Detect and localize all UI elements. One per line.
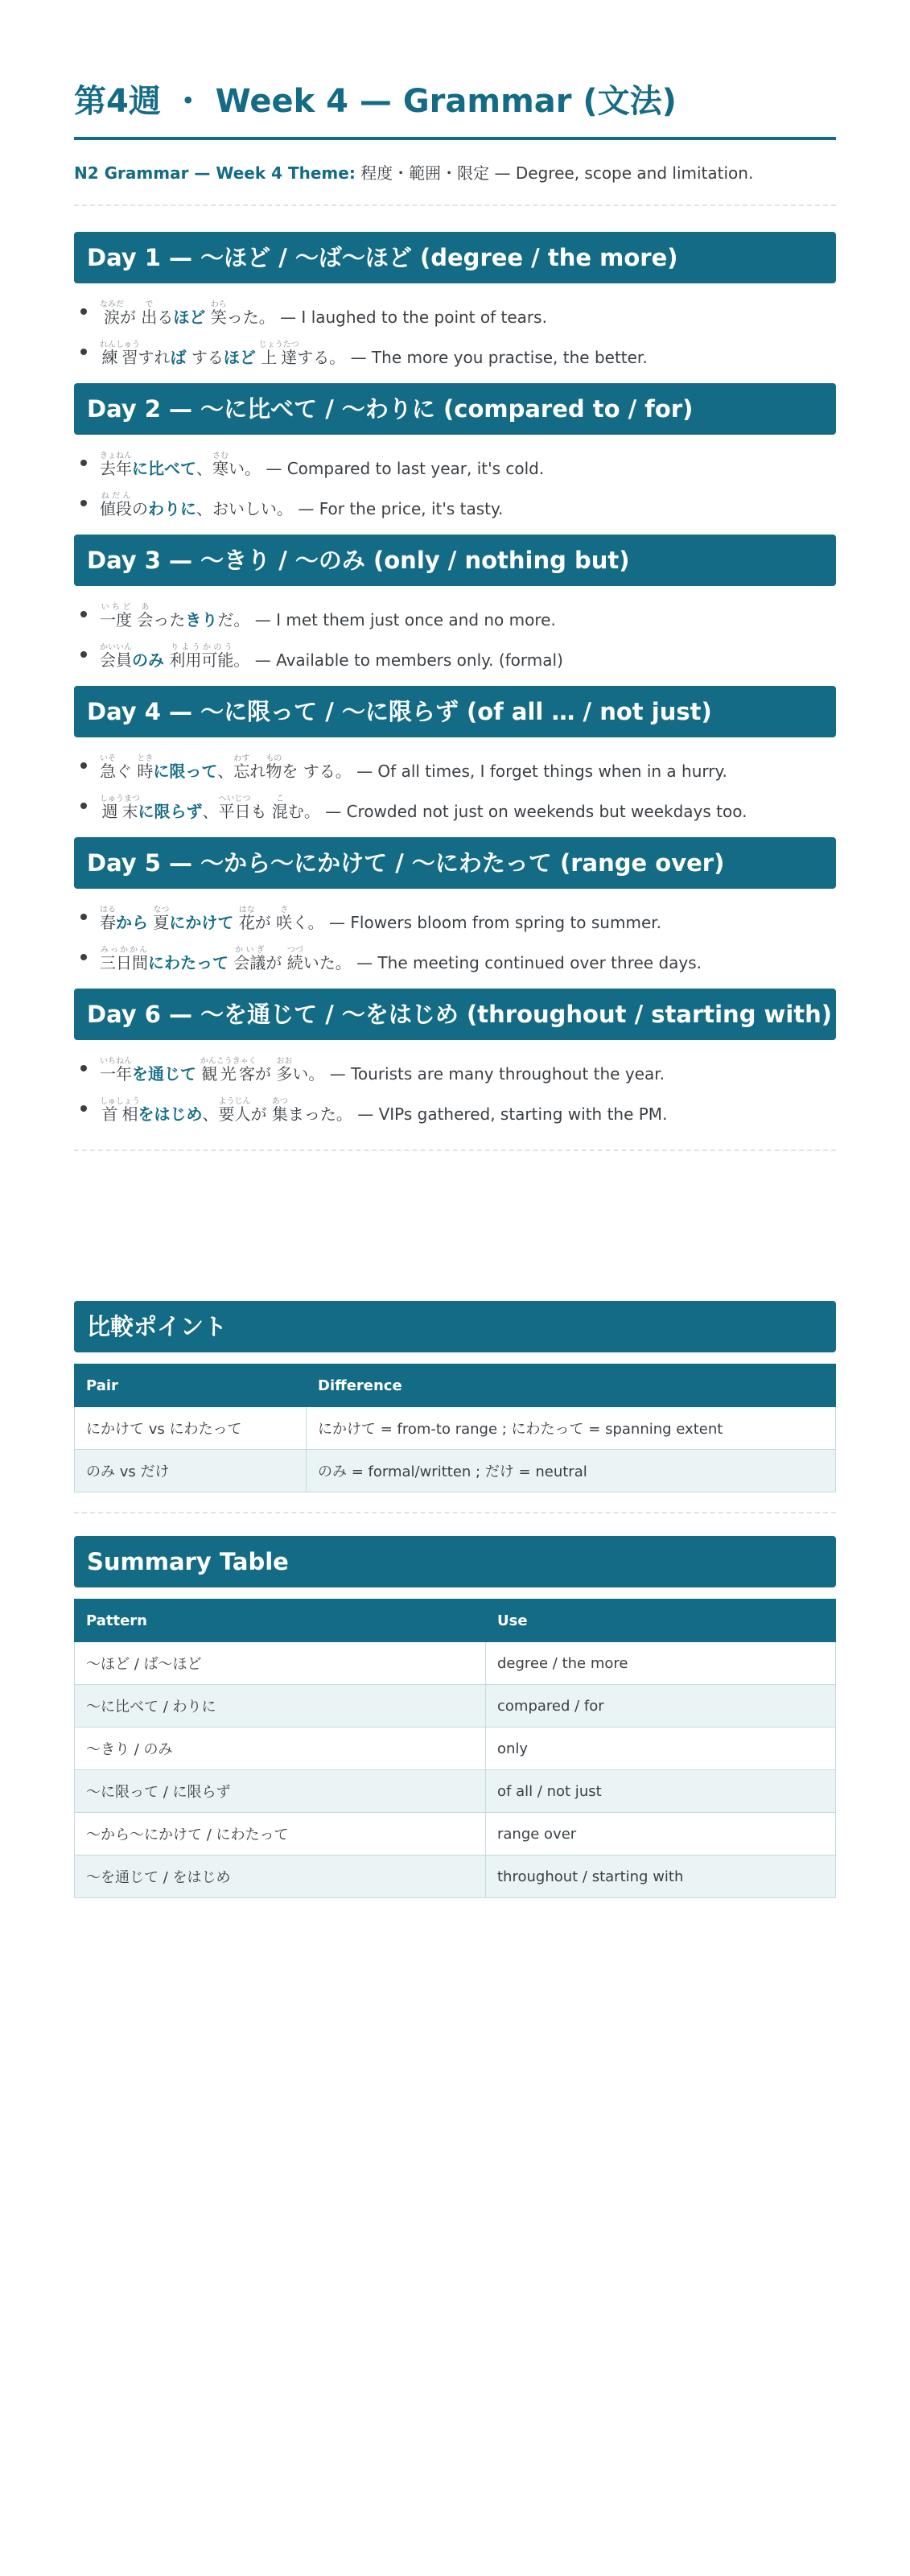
grammar-point: ほど bbox=[223, 348, 256, 367]
bullet-icon bbox=[80, 803, 87, 809]
use-cell: of all / not just bbox=[486, 1770, 836, 1813]
furigana-reading: さ bbox=[276, 906, 293, 914]
furigana-reading: いちど bbox=[100, 603, 132, 612]
pattern-cell: 〜ほど / ば〜ほど bbox=[75, 1642, 486, 1685]
kanji-text: 春 bbox=[100, 913, 116, 932]
sentence-text: 、 bbox=[196, 459, 212, 478]
furigana-reading: はる bbox=[100, 906, 116, 914]
page-title: 第4週 ・ Week 4 — Grammar (文法) bbox=[74, 83, 677, 120]
furigana-reading: わす bbox=[233, 754, 250, 763]
grammar-point: きり bbox=[185, 610, 218, 630]
comparison-body bbox=[75, 1407, 836, 1492]
furigana-reading: こ bbox=[271, 795, 288, 803]
sentence-text: った。 bbox=[226, 308, 275, 327]
example-item bbox=[74, 283, 836, 327]
sentence-text: く。 bbox=[292, 913, 324, 932]
theme-text: 程度・範囲・限定 — Degree, scope and limitation. bbox=[355, 163, 754, 183]
use-cell: range over bbox=[486, 1813, 836, 1856]
sentence-text: の bbox=[132, 499, 148, 518]
pattern-cell: 〜に限って / に限らず bbox=[75, 1770, 486, 1813]
section-divider bbox=[74, 204, 836, 206]
pattern-cell: 〜から〜にかけて / にわたって bbox=[75, 1813, 486, 1856]
table-row bbox=[75, 1450, 836, 1492]
day-section bbox=[74, 535, 836, 670]
grammar-point: にかけて bbox=[169, 913, 234, 932]
summary-body bbox=[75, 1642, 836, 1898]
sentence-text: だ。 bbox=[217, 610, 250, 630]
column-header-difference: Difference bbox=[307, 1364, 836, 1407]
kanji-with-furigana bbox=[218, 1097, 251, 1124]
english-translation: — I met them just once and no more. bbox=[249, 610, 556, 630]
table-row bbox=[75, 1642, 836, 1685]
day-header: Day 2 — 〜に比べて / 〜わりに (compared to / for) bbox=[74, 383, 836, 435]
pattern-cell: 〜を通じて / をはじめ bbox=[75, 1856, 486, 1898]
kanji-with-furigana bbox=[100, 946, 148, 972]
furigana-reading: あ bbox=[137, 603, 154, 612]
theme-line bbox=[74, 161, 836, 185]
bullet-icon bbox=[80, 954, 87, 960]
day-header: Day 6 — 〜を通じて / 〜をはじめ (throughout / starting with) bbox=[74, 989, 836, 1040]
comparison-table bbox=[74, 1364, 836, 1492]
kanji-text: 混 bbox=[271, 802, 288, 821]
grammar-point: に限らず bbox=[138, 802, 203, 821]
bullet-icon bbox=[80, 460, 87, 466]
kanji-text: 要人 bbox=[218, 1104, 251, 1124]
theme-prefix: N2 Grammar — Week 4 Theme: bbox=[74, 163, 356, 183]
example-item bbox=[74, 626, 836, 670]
sentence-text: る bbox=[157, 308, 174, 327]
kanji-text: 上達 bbox=[258, 348, 299, 367]
grammar-point: ば bbox=[170, 348, 187, 367]
kanji-with-furigana bbox=[286, 946, 303, 972]
kanji-text: 時 bbox=[137, 762, 154, 781]
english-translation: — I laughed to the point of tears. bbox=[274, 308, 547, 327]
day-header: Day 3 — 〜きり / 〜のみ (only / nothing but) bbox=[74, 535, 836, 586]
use-cell: only bbox=[486, 1728, 836, 1770]
example-sentence bbox=[100, 341, 648, 369]
grammar-point: を通じて bbox=[132, 1064, 196, 1084]
example-item bbox=[74, 435, 836, 478]
column-header-use: Use bbox=[486, 1600, 836, 1642]
furigana-reading: つづ bbox=[286, 946, 303, 955]
english-translation: — Of all times, I forget things when in a hurry. bbox=[351, 762, 727, 781]
use-cell: degree / the more bbox=[486, 1642, 836, 1685]
bullet-icon bbox=[80, 500, 87, 506]
kanji-text: 利用可能 bbox=[169, 650, 234, 670]
example-sentence bbox=[100, 492, 503, 521]
furigana-reading: はな bbox=[238, 906, 255, 914]
section-divider bbox=[74, 1512, 836, 1513]
sentence-text: が bbox=[255, 1064, 277, 1084]
comparison-header: 比較ポイント bbox=[74, 1301, 836, 1352]
example-item bbox=[74, 737, 836, 781]
table-header-row bbox=[75, 1600, 836, 1642]
english-translation: — Compared to last year, it's cold. bbox=[261, 459, 545, 478]
furigana-reading: しゅうまつ bbox=[100, 795, 140, 803]
furigana-reading: なみだ bbox=[100, 300, 124, 309]
furigana-reading: とき bbox=[137, 754, 154, 763]
kanji-text: 多 bbox=[276, 1064, 293, 1084]
kanji-text: 寒 bbox=[212, 459, 229, 478]
furigana-reading: ようじん bbox=[218, 1097, 251, 1106]
kanji-text: 会議 bbox=[233, 953, 266, 972]
grammar-point: をはじめ bbox=[138, 1104, 203, 1124]
pair-cell: にかけて vs にわたって bbox=[75, 1407, 307, 1450]
sentence-text: 、おいしい。 bbox=[196, 499, 293, 518]
example-sentence bbox=[100, 643, 563, 672]
example-list bbox=[74, 283, 836, 367]
kanji-with-furigana bbox=[100, 795, 140, 821]
grammar-point: ほど bbox=[173, 308, 206, 327]
sentence-text: いた。 bbox=[303, 953, 352, 972]
example-sentence bbox=[100, 795, 747, 824]
furigana-reading: かいぎ bbox=[233, 946, 266, 955]
english-translation: — Crowded not just on weekends but weekdays too. bbox=[319, 802, 747, 821]
title-divider bbox=[74, 137, 836, 140]
kanji-text: 週末 bbox=[100, 802, 140, 821]
pattern-cell: 〜に比べて / わりに bbox=[75, 1685, 486, 1728]
furigana-reading: きょねん bbox=[100, 452, 132, 460]
example-item bbox=[74, 889, 836, 932]
sentence-text: まった。 bbox=[287, 1104, 352, 1124]
kanji-text: 一年 bbox=[100, 1064, 132, 1084]
furigana-reading: おお bbox=[276, 1057, 293, 1066]
example-item bbox=[74, 1080, 836, 1124]
sentence-text: が bbox=[266, 953, 287, 972]
sentence-text: 、 bbox=[202, 1104, 219, 1124]
furigana-reading: あつ bbox=[271, 1097, 288, 1106]
kanji-text: 夏 bbox=[153, 913, 170, 932]
difference-cell: にかけて = from-to range ; にわたって = spanning extent bbox=[307, 1407, 836, 1450]
kanji-text: 咲 bbox=[276, 913, 293, 932]
example-item bbox=[74, 475, 836, 518]
furigana-reading: しゅしょう bbox=[100, 1097, 140, 1106]
english-translation: — VIPs gathered, starting with the PM. bbox=[352, 1104, 668, 1124]
day-header: Day 5 — 〜から〜にかけて / 〜にわたって (range over) bbox=[74, 837, 836, 889]
furigana-reading: じょうたつ bbox=[258, 341, 299, 349]
pattern-cell: 〜きり / のみ bbox=[75, 1728, 486, 1770]
grammar-point: わりに bbox=[148, 499, 196, 518]
english-translation: — Available to members only. (formal) bbox=[249, 650, 563, 670]
day-header: Day 1 — 〜ほど / 〜ば〜ほど (degree / the more) bbox=[74, 232, 836, 283]
table-row bbox=[75, 1685, 836, 1728]
sentence-text: った bbox=[153, 610, 186, 630]
kanji-text: 首相 bbox=[100, 1104, 140, 1124]
kanji-text: 値段 bbox=[100, 499, 132, 518]
bullet-icon bbox=[80, 611, 87, 617]
furigana-reading: れんしゅう bbox=[100, 341, 140, 349]
grammar-point: にわたって bbox=[148, 953, 229, 972]
sentence-text: する bbox=[186, 348, 224, 367]
bullet-icon bbox=[80, 349, 87, 355]
kanji-text: 続 bbox=[286, 953, 303, 972]
difference-cell: のみ = formal/written ; だけ = neutral bbox=[307, 1450, 836, 1492]
kanji-with-furigana bbox=[258, 341, 299, 367]
sentence-text: い。 bbox=[292, 1064, 325, 1084]
sentence-text: ぐ bbox=[116, 762, 138, 781]
kanji-text: 平日 bbox=[218, 802, 251, 821]
kanji-text: 集 bbox=[271, 1104, 288, 1124]
example-item bbox=[74, 1040, 836, 1084]
kanji-with-furigana bbox=[100, 643, 132, 670]
furigana-reading: へいじつ bbox=[218, 795, 251, 803]
use-cell: compared / for bbox=[486, 1685, 836, 1728]
column-header-pattern: Pattern bbox=[75, 1600, 486, 1642]
day-section bbox=[74, 383, 836, 518]
grammar-point: のみ bbox=[132, 650, 164, 670]
furigana-reading: りようかのう bbox=[169, 643, 234, 652]
bullet-icon bbox=[80, 762, 87, 769]
english-translation: — Flowers bloom from spring to summer. bbox=[323, 913, 661, 932]
sentence-text: を する。 bbox=[282, 762, 352, 781]
kanji-with-furigana bbox=[233, 946, 266, 972]
kanji-with-furigana bbox=[169, 643, 234, 670]
kanji-text: 会 bbox=[137, 610, 154, 630]
table-row bbox=[75, 1813, 836, 1856]
day-sections bbox=[74, 232, 836, 1124]
example-sentence bbox=[100, 946, 702, 975]
grammar-point: に比べて bbox=[132, 459, 196, 478]
furigana-reading: で bbox=[141, 300, 158, 309]
day-section bbox=[74, 232, 836, 367]
kanji-with-furigana bbox=[100, 492, 132, 518]
table-row bbox=[75, 1856, 836, 1898]
sentence-text: い。 bbox=[229, 459, 261, 478]
furigana-reading: ねだん bbox=[100, 492, 132, 501]
column-header-pair: Pair bbox=[75, 1364, 307, 1407]
kanji-text: 三日間 bbox=[100, 953, 148, 972]
english-translation: — Tourists are many throughout the year. bbox=[324, 1064, 665, 1084]
furigana-reading: いちねん bbox=[100, 1057, 132, 1066]
kanji-text: 花 bbox=[238, 913, 255, 932]
bullet-icon bbox=[80, 1065, 87, 1071]
example-item bbox=[74, 929, 836, 972]
sentence-text: する。 bbox=[297, 348, 346, 367]
bullet-icon bbox=[80, 651, 87, 658]
sentence-text: む。 bbox=[287, 802, 320, 821]
furigana-reading: かいいん bbox=[100, 643, 132, 652]
bullet-icon bbox=[80, 308, 87, 315]
english-translation: — The meeting continued over three days. bbox=[351, 953, 702, 972]
sentence-text: 。 bbox=[233, 650, 250, 670]
furigana-reading: なつ bbox=[153, 906, 170, 914]
furigana-reading: わら bbox=[210, 300, 227, 309]
sentence-text: れ bbox=[249, 762, 266, 781]
example-list bbox=[74, 435, 836, 518]
kanji-text: 急 bbox=[100, 762, 116, 781]
sentence-text: すれ bbox=[138, 348, 171, 367]
example-list bbox=[74, 1040, 836, 1124]
kanji-text: 観光客 bbox=[200, 1064, 257, 1084]
grammar-point: に限って bbox=[153, 762, 218, 781]
sentence-text: が bbox=[254, 913, 277, 932]
kanji-text: 出 bbox=[141, 308, 158, 327]
example-item bbox=[74, 324, 836, 367]
bullet-icon bbox=[80, 914, 87, 920]
kanji-text: 練習 bbox=[100, 348, 140, 367]
kanji-text: 笑 bbox=[210, 308, 227, 327]
example-item bbox=[74, 778, 836, 821]
day-section bbox=[74, 837, 836, 972]
furigana-reading: みっかかん bbox=[100, 946, 148, 955]
table-header-row bbox=[75, 1364, 836, 1407]
bullet-icon bbox=[80, 1105, 87, 1112]
kanji-text: 涙 bbox=[100, 308, 124, 327]
pair-cell: のみ vs だけ bbox=[75, 1450, 307, 1492]
day-header: Day 4 — 〜に限って / 〜に限らず (of all … / not just) bbox=[74, 686, 836, 737]
kanji-with-furigana bbox=[271, 795, 288, 821]
sentence-text: 、 bbox=[202, 802, 219, 821]
example-list bbox=[74, 586, 836, 670]
day-section bbox=[74, 686, 836, 821]
example-item bbox=[74, 586, 836, 630]
kanji-text: 去年 bbox=[100, 459, 132, 478]
section-divider bbox=[74, 1150, 836, 1151]
kanji-text: 物 bbox=[266, 762, 282, 781]
kanji-with-furigana bbox=[271, 1097, 288, 1124]
sentence-text: が bbox=[250, 1104, 272, 1124]
example-sentence bbox=[100, 1097, 667, 1126]
table-row bbox=[75, 1728, 836, 1770]
kanji-text: 忘 bbox=[233, 762, 250, 781]
furigana-reading: いそ bbox=[100, 754, 116, 763]
sentence-text: も bbox=[250, 802, 272, 821]
example-list bbox=[74, 737, 836, 821]
kanji-with-furigana bbox=[100, 1097, 140, 1124]
grammar-point: から bbox=[116, 913, 148, 932]
kanji-text: 一度 bbox=[100, 610, 132, 630]
summary-table bbox=[74, 1599, 836, 1898]
kanji-with-furigana bbox=[100, 341, 140, 367]
table-row bbox=[75, 1770, 836, 1813]
english-translation: — The more you practise, the better. bbox=[345, 348, 648, 367]
day-section bbox=[74, 989, 836, 1124]
sentence-text: 、 bbox=[217, 762, 234, 781]
furigana-reading: もの bbox=[266, 754, 282, 763]
english-translation: — For the price, it's tasty. bbox=[293, 499, 504, 518]
example-list bbox=[74, 889, 836, 972]
kanji-text: 会員 bbox=[100, 650, 132, 670]
use-cell: throughout / starting with bbox=[486, 1856, 836, 1898]
furigana-reading: さむ bbox=[212, 452, 229, 460]
furigana-reading: かんこうきゃく bbox=[200, 1057, 257, 1066]
kanji-with-furigana bbox=[218, 795, 251, 821]
summary-header: Summary Table bbox=[74, 1536, 836, 1587]
table-row bbox=[75, 1407, 836, 1450]
sentence-text: が bbox=[120, 308, 142, 327]
